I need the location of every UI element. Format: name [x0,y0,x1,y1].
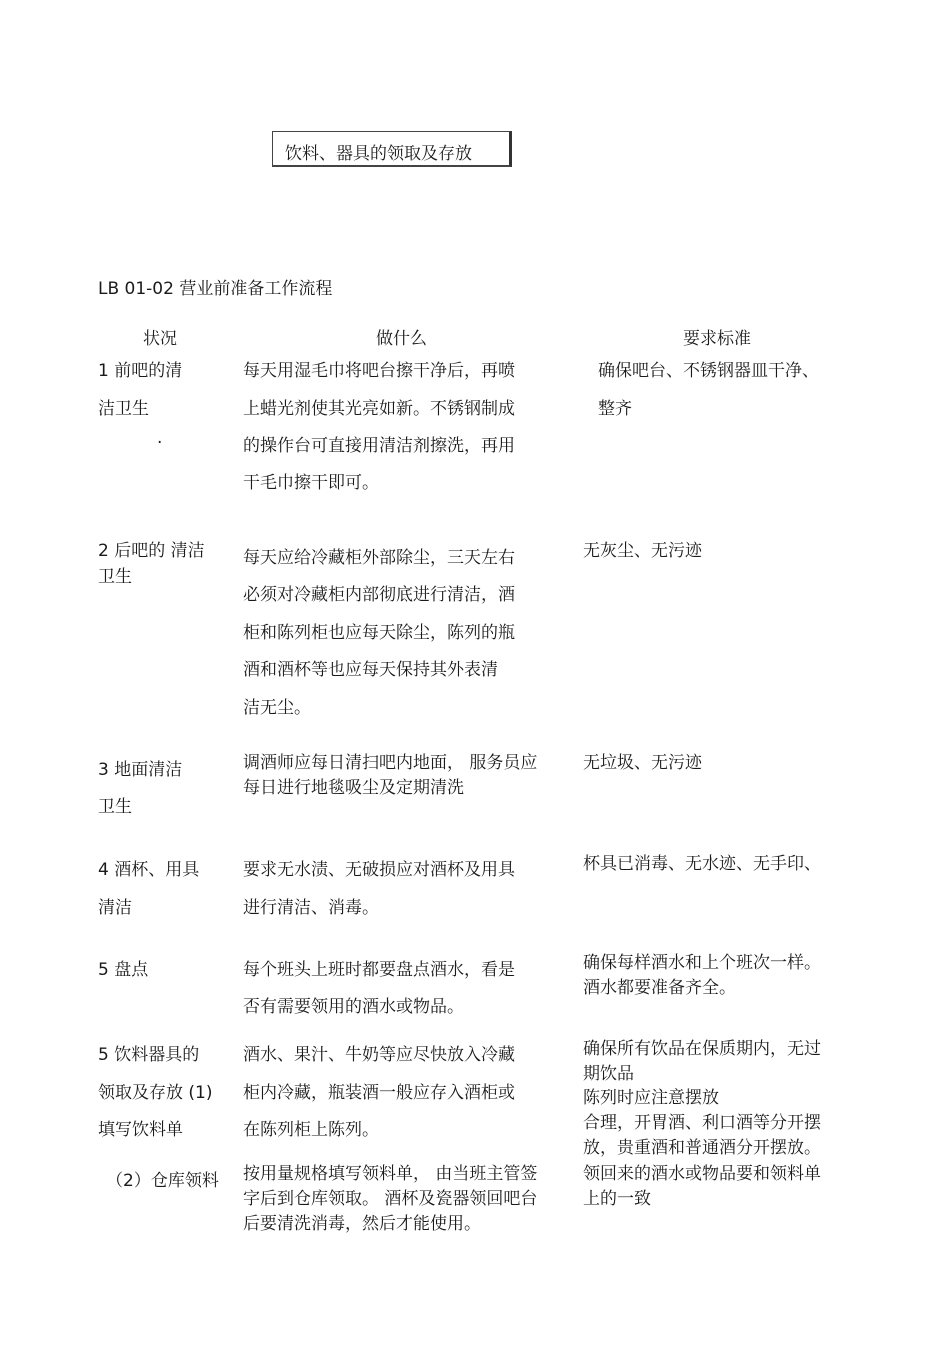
row7-standard-line1: 领回来的酒水或物品要和领料单 [583,1164,821,1184]
row2-status-line1: 2 后吧的 清洁 [98,541,205,561]
row5-standard-line1: 确保每样酒水和上个班次一样。 [583,953,821,973]
row6-what-line2: 柜内冷藏，瓶装酒一般应存入酒柜或 [243,1083,515,1103]
row5-standard-line2: 酒水都要准备齐全。 [583,978,736,998]
row6-standard-line4: 合理，开胃酒、利口酒等分开摆 [583,1113,821,1133]
row7-what-line2: 字后到仓库领取。 酒杯及瓷器领回吧台 [243,1189,538,1209]
row6-standard-line1: 确保所有饮品在保质期内，无过 [583,1039,821,1059]
row2-what-line2: 必须对冷藏柜内部彻底进行清洁，酒 [243,585,515,605]
header-status: 状况 [143,329,177,349]
row4-what-line2: 进行清洁、消毒。 [243,898,379,918]
row5-what-line2: 否有需要领用的酒水或物品。 [243,997,464,1017]
row1-standard-line2: 整齐 [598,399,632,419]
row1-standard-line1: 确保吧台、不锈钢器皿干净、 [598,361,819,381]
row6-standard-line2: 期饮品 [583,1064,634,1084]
row3-what-line1: 调酒师应每日清扫吧内地面， 服务员应 [243,753,538,773]
row6-what-line1: 酒水、果汁、牛奶等应尽快放入冷藏 [243,1045,515,1065]
row7-what-line3: 后要清洗消毒，然后才能使用。 [243,1214,481,1234]
row3-status-line1: 3 地面清洁 [98,760,183,780]
row4-what-line1: 要求无水渍、无破损应对酒杯及用具 [243,860,515,880]
row7-status-line1: （2）仓库领料 [106,1171,219,1191]
row4-standard-line1: 杯具已消毒、无水迹、无手印、 [583,854,821,874]
row3-what-line2: 每日进行地毯吸尘及定期清洗 [243,778,464,798]
row1-status-line1: 1 前吧的清 [98,361,183,381]
row2-what-line3: 柜和陈列柜也应每天除尘，陈列的瓶 [243,623,515,643]
header-what: 做什么 [376,329,427,349]
row6-standard-line5: 放，贵重酒和普通酒分开摆放。 [583,1138,821,1158]
row2-standard-line1: 无灰尘、无污迹 [583,541,702,561]
row3-status-line2: 卫生 [98,797,132,817]
row6-status-line1: 5 饮料器具的 [98,1045,200,1065]
header-standard: 要求标准 [683,329,751,349]
row5-status-line1: 5 盘点 [98,960,149,980]
row1-what-line1: 每天用湿毛巾将吧台擦干净后，再喷 [243,361,515,381]
row2-status-line2: 卫生 [98,567,132,587]
row7-standard-line2: 上的一致 [583,1189,651,1209]
row2-what-line1: 每天应给冷藏柜外部除尘，三天左右 [243,548,515,568]
row4-status-line1: 4 酒杯、用具 [98,860,200,880]
row5-what-line1: 每个班头上班时都要盘点酒水，看是 [243,960,515,980]
row7-what-line1: 按用量规格填写领料单， 由当班主管签 [243,1164,538,1184]
row6-standard-line3: 陈列时应注意摆放 [583,1088,719,1108]
row1-what-line4: 干毛巾擦干即可。 [243,473,379,493]
row6-status-line3: 填写饮料单 [98,1120,183,1140]
row6-status-line2: 领取及存放 (1) [98,1083,213,1103]
row2-what-line5: 洁无尘。 [243,698,311,718]
row1-status-line2: 洁卫生 [98,399,149,419]
row3-standard-line1: 无垃圾、无污迹 [583,753,702,773]
row4-status-line2: 清洁 [98,898,132,918]
row1-what-line2: 上蜡光剂使其光亮如新。不锈钢制成 [243,399,515,419]
row2-what-line4: 酒和酒杯等也应每天保持其外表清 [243,660,498,680]
row1-what-line3: 的操作台可直接用清洁剂擦洗，再用 [243,436,515,456]
dot-mark: · [157,433,163,453]
section-title: LB 01-02 营业前准备工作流程 [98,279,333,299]
document-title-box: 饮料、器具的领取及存放 [272,131,512,167]
row6-what-line3: 在陈列柜上陈列。 [243,1120,379,1140]
